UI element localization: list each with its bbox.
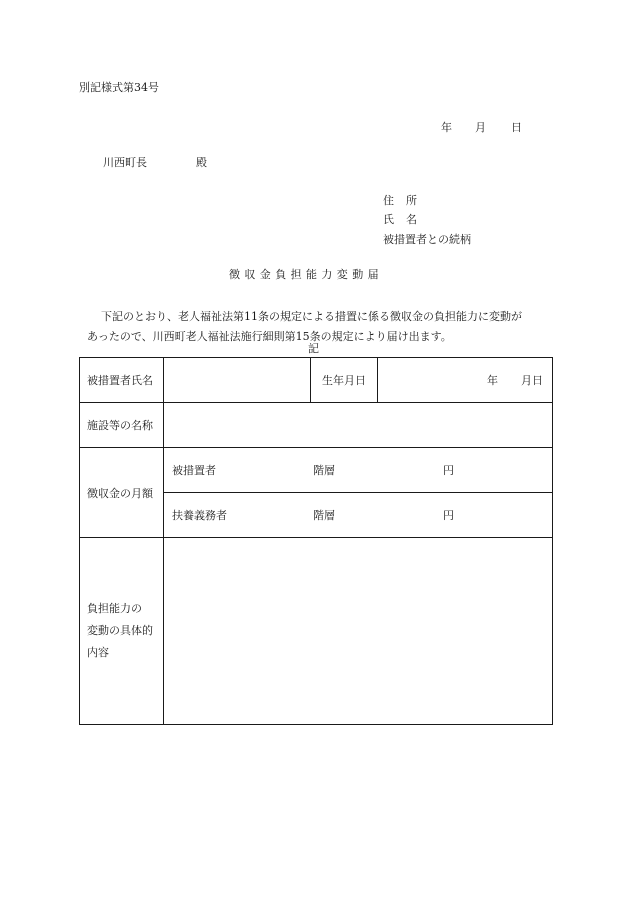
monthly-fee-guardian-field[interactable]: 扶養義務者 階層 円 <box>164 493 553 538</box>
date-day-label: 日 <box>511 121 522 134</box>
birth-date-field[interactable]: 年 月日 <box>378 358 553 403</box>
person-name-field[interactable] <box>164 358 311 403</box>
birth-date-label: 生年月日 <box>311 358 378 403</box>
date-year-label: 年 <box>441 121 452 134</box>
person-name-label: 被措置者氏名 <box>80 358 164 403</box>
table-row <box>80 538 553 725</box>
change-details-field[interactable] <box>164 538 553 725</box>
addressee-name: 川西町長 <box>103 156 147 169</box>
facility-field[interactable] <box>164 403 553 448</box>
submission-date <box>441 122 522 133</box>
body-text <box>87 307 557 347</box>
applicant-relation-label: 被措置者との続柄 <box>383 233 471 246</box>
table-row <box>80 358 553 403</box>
body-line-1: 下記のとおり、老人福祉法第11条の規定による措置に係る徴収金の負担能力に変動が <box>101 310 522 323</box>
facility-label: 施設等の名称 <box>80 403 164 448</box>
table-row <box>80 448 553 493</box>
form-number: 別記様式第34号 <box>79 81 159 94</box>
applicant-name-label: 氏 名 <box>383 213 417 226</box>
date-month-label: 月 <box>475 121 486 134</box>
table-row <box>80 403 553 448</box>
document-title: 徴収金負担能力変動届 <box>229 268 383 281</box>
body-line-2: あったので、川西町老人福祉法施行細則第15条の規定により届け出ます。 <box>87 330 452 343</box>
addressee-suffix: 殿 <box>196 156 207 169</box>
applicant-address-label: 住 所 <box>383 194 417 207</box>
monthly-fee-label: 徴収金の月額 <box>80 448 164 538</box>
monthly-fee-person-field[interactable]: 被措置者 階層 円 <box>164 448 553 493</box>
change-details-label: 負担能力の 変動の具体的 内容 <box>80 538 164 725</box>
addressee <box>103 157 207 168</box>
ki-label: 記 <box>308 342 319 355</box>
form-table <box>79 357 553 725</box>
